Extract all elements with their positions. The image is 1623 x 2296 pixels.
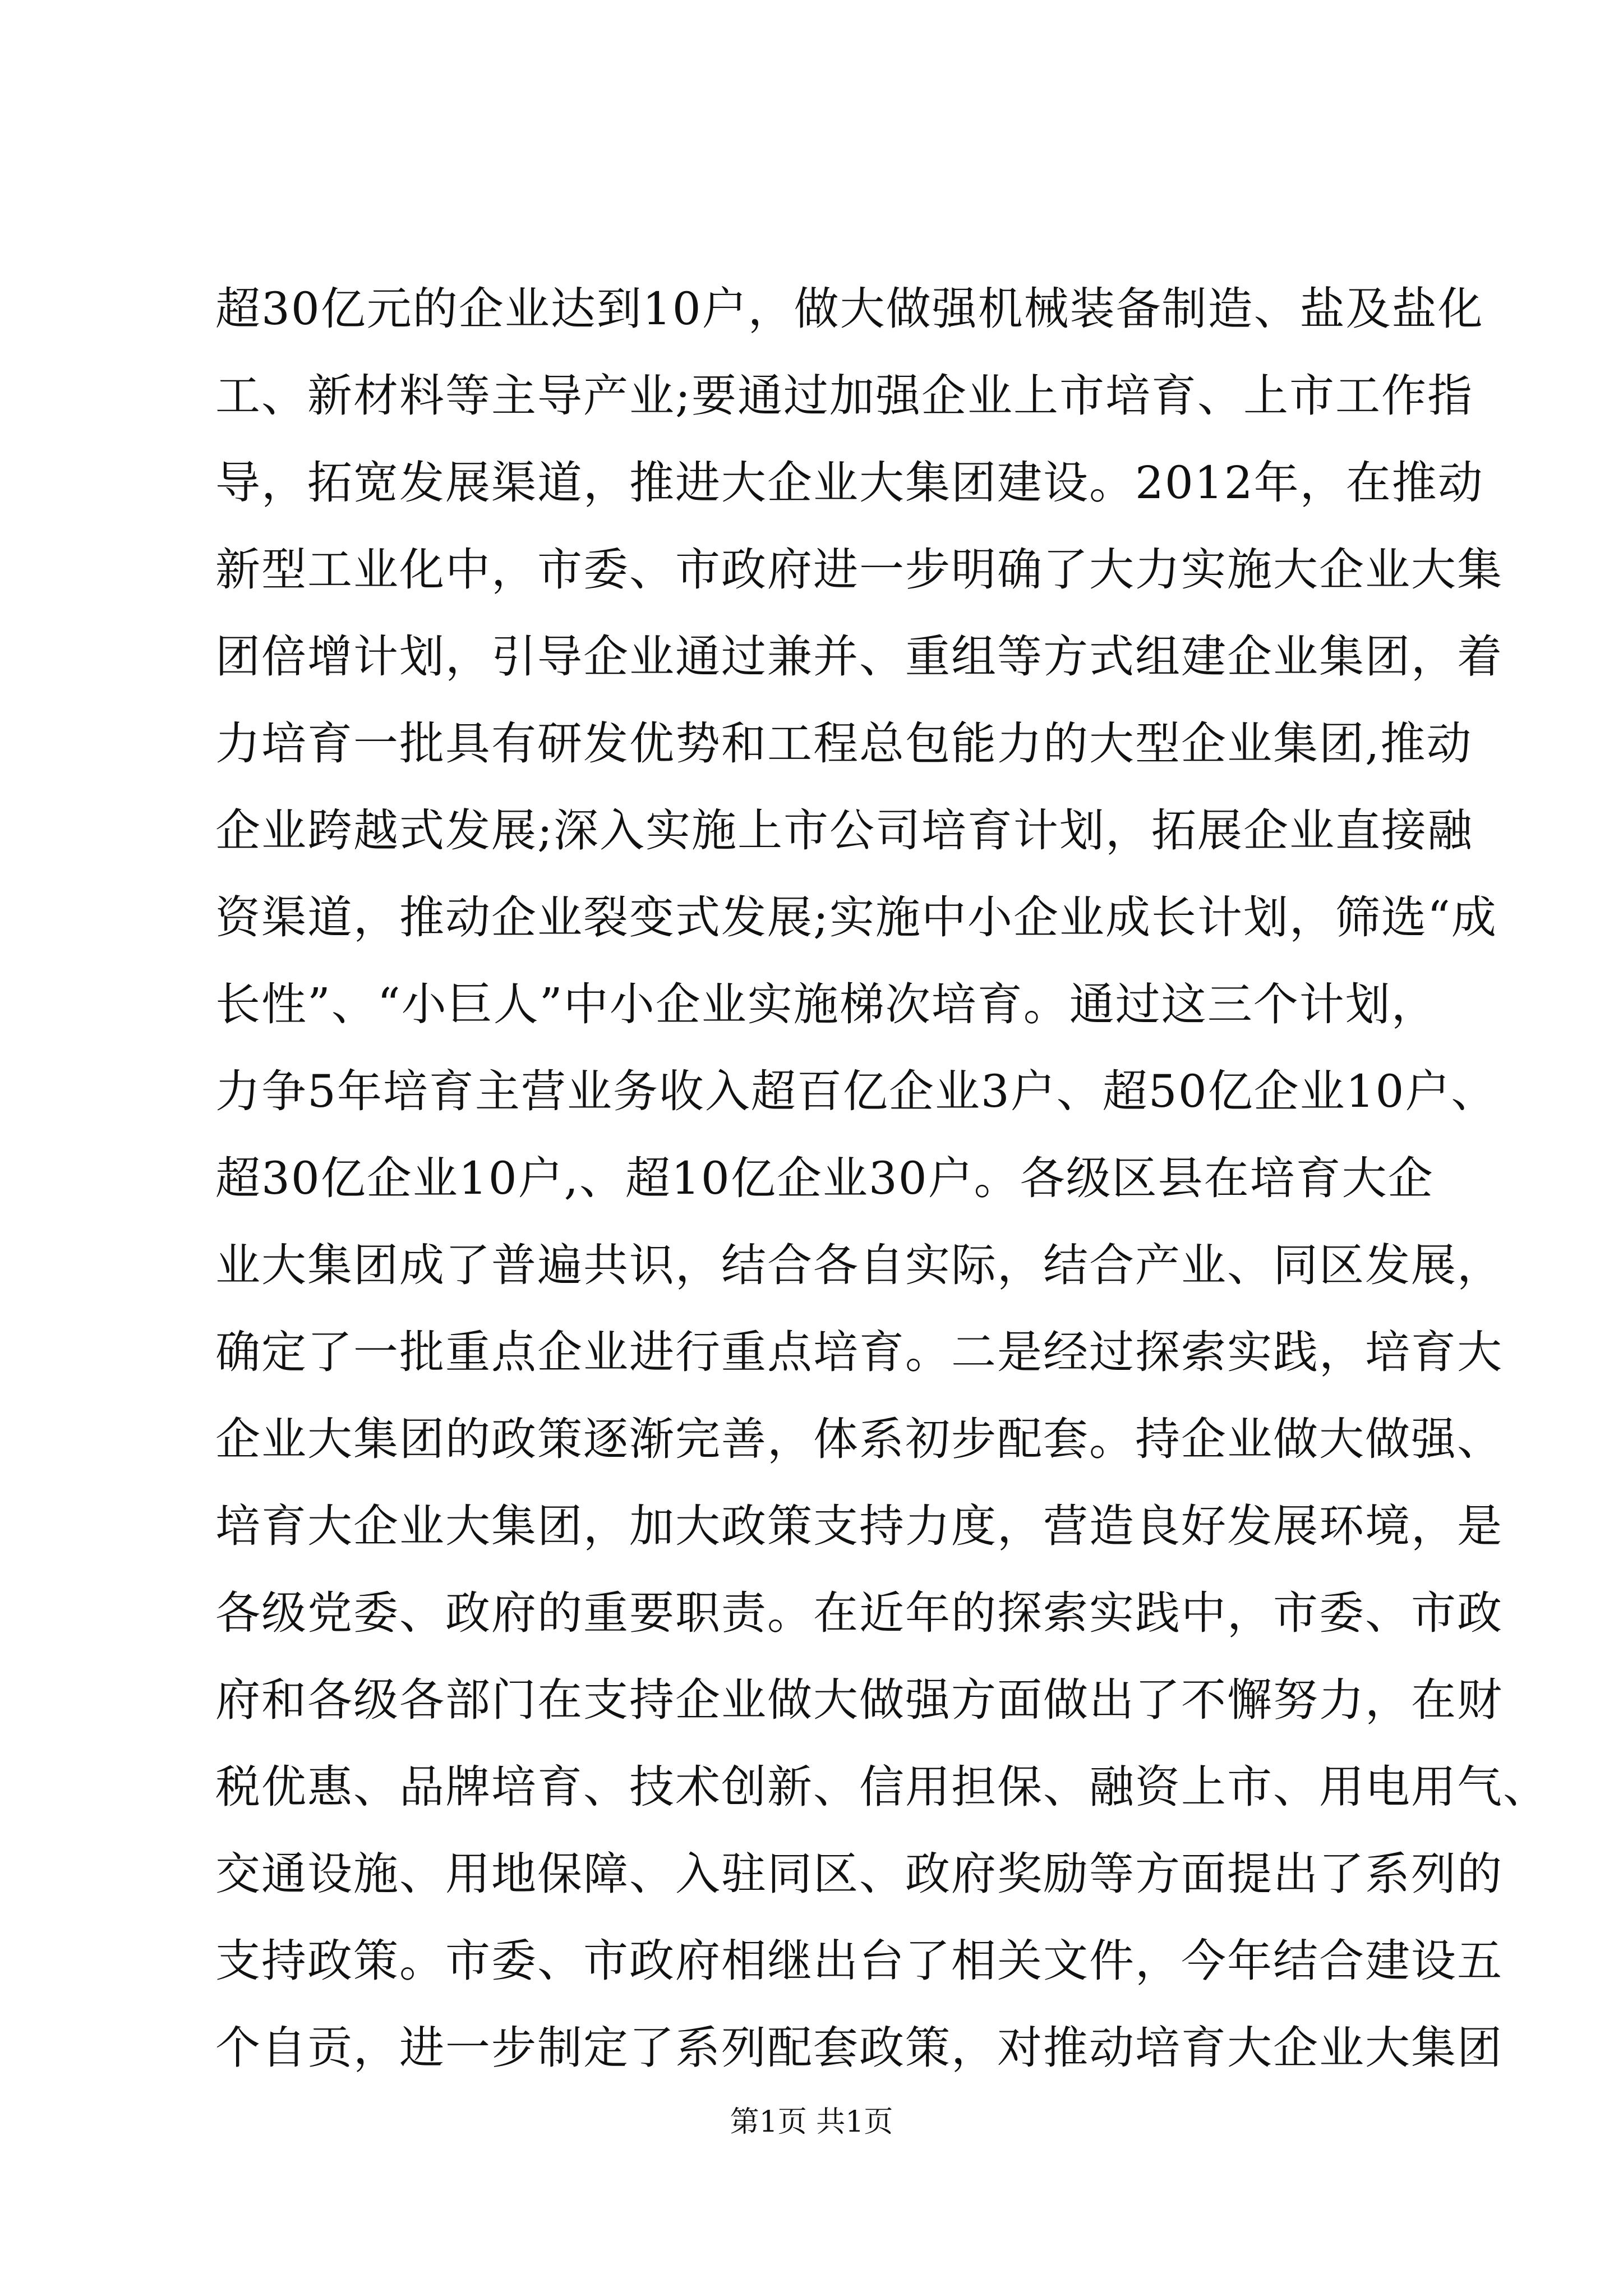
text-line-18: 税优惠、品牌培育、技术创新、信用担保、融资上市、用电用气、 (215, 1761, 1549, 1813)
text-line-10: 力争5年培育主营业务收入超百亿企业3户、超50亿企业10户、 (215, 1065, 1497, 1117)
text-line-20: 支持政策。市委、市政府相继出台了相关文件，今年结合建设五 (215, 1935, 1503, 1987)
text-line-11: 超30亿企业10户,、超10亿企业30户。各级区县在培育大企 (215, 1152, 1434, 1204)
text-line-1: 超30亿元的企业达到10户，做大做强机械装备制造、盐及盐化 (215, 283, 1484, 335)
text-line-7: 企业跨越式发展;深入实施上市公司培育计划，拓展企业直接融 (215, 804, 1473, 857)
text-line-12: 业大集团成了普遍共识，结合各自实际，结合产业、同区发展， (215, 1239, 1503, 1291)
text-line-3: 导，拓宽发展渠道，推进大企业大集团建设。2012年，在推动 (215, 457, 1484, 509)
body-text (215, 265, 1549, 2091)
text-line-5: 团倍增计划，引导企业通过兼并、重组等方式组建企业集团，着 (215, 631, 1503, 683)
text-line-13: 确定了一批重点企业进行重点培育。二是经过探索实践，培育大 (215, 1326, 1503, 1378)
text-line-4: 新型工业化中，市委、市政府进一步明确了大力实施大企业大集 (215, 544, 1503, 596)
text-line-8: 资渠道，推动企业裂变式发展;实施中小企业成长计划，筛选“成 (215, 891, 1497, 944)
text-line-2: 工、新材料等主导产业;要通过加强企业上市培育、上市工作指 (215, 370, 1473, 422)
page-number-label: 第1页 共1页 (730, 2105, 893, 2139)
text-line-19: 交通设施、用地保障、入驻同区、政府奖励等方面提出了系列的 (215, 1848, 1503, 1900)
text-line-17: 府和各级各部门在支持企业做大做强方面做出了不懈努力，在财 (215, 1674, 1503, 1726)
text-line-21: 个自贡，进一步制定了系列配套政策，对推动培育大企业大集团 (215, 2022, 1503, 2074)
text-line-9: 长性”、“小巨人”中小企业实施梯次培育。通过这三个计划， (215, 978, 1437, 1030)
page-footer (0, 2102, 1623, 2142)
text-line-15: 培育大企业大集团，加大政策支持力度，营造良好发展环境，是 (215, 1500, 1503, 1552)
text-line-6: 力培育一批具有研发优势和工程总包能力的大型企业集团,推动 (215, 717, 1473, 770)
text-line-14: 企业大集团的政策逐渐完善，体系初步配套。持企业做大做强、 (215, 1413, 1503, 1465)
text-line-16: 各级党委、政府的重要职责。在近年的探索实践中，市委、市政 (215, 1587, 1503, 1639)
